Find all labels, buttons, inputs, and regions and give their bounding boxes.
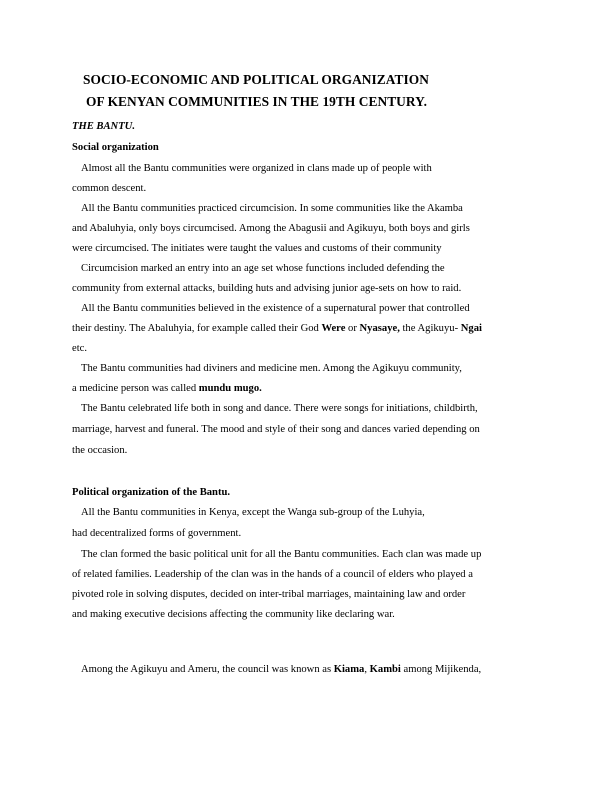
paragraph-line: had decentralized forms of government. xyxy=(72,528,242,539)
text-run: their destiny. The Abaluhyia, for example called their God xyxy=(72,323,322,334)
text-run: Among the Agikuyu and Ameru, the council was known as xyxy=(81,664,334,675)
text-run: among Mijikenda, xyxy=(400,664,482,675)
document-title-line-1: SOCIO-ECONOMIC AND POLITICAL ORGANIZATION xyxy=(83,72,429,87)
term-kiama: Kiama xyxy=(333,664,365,675)
text-run: , xyxy=(364,664,370,675)
god-name-were: Were xyxy=(321,323,346,334)
section-heading: THE BANTU. xyxy=(72,121,135,132)
text-run: or xyxy=(345,323,360,334)
paragraph-line: community from external attacks, building huts and advising junior age-sets on how to raid. xyxy=(72,283,462,294)
paragraph-line: and making executive decisions affecting the community like declaring war. xyxy=(72,609,395,620)
god-name-ngai: Ngai xyxy=(460,323,482,334)
social-organization-heading: Social organization xyxy=(72,142,159,153)
paragraph-line: The clan formed the basic political unit for all the Bantu communities. Each clan was made up xyxy=(81,549,482,560)
term-kambi: Kambi xyxy=(369,664,401,675)
paragraph-line: were circumcised. The initiates were taught the values and customs of their community xyxy=(72,243,442,254)
paragraph-line xyxy=(72,322,482,335)
paragraph-line xyxy=(81,663,481,676)
political-organization-heading: Political organization of the Bantu. xyxy=(72,487,231,498)
term-mundu-mugo: mundu mugo. xyxy=(198,383,262,394)
paragraph-line: and Abaluhyia, only boys circumcised. Among the Abagusii and Agikuyu, both boys and girls xyxy=(72,223,470,234)
god-name-nyasaye: Nyasaye, xyxy=(359,323,400,334)
paragraph-line: The Bantu communities had diviners and medicine men. Among the Agikuyu community, xyxy=(81,363,462,374)
text-run: a medicine person was called xyxy=(72,383,199,394)
paragraph-line xyxy=(72,382,262,395)
paragraph-line: All the Bantu communities in Kenya, except the Wanga sub-group of the Luhyia, xyxy=(81,507,425,518)
paragraph-line: pivoted role in solving disputes, decided on inter-tribal marriages, maintaining law and order xyxy=(72,589,466,600)
paragraph-line: The Bantu celebrated life both in song and dance. There were songs for initiations, childbirth, xyxy=(81,403,478,414)
paragraph-line: Circumcision marked an entry into an age set whose functions included defending the xyxy=(81,263,445,274)
paragraph-line: of related families. Leadership of the clan was in the hands of a council of elders who played a xyxy=(72,569,473,580)
paragraph-line: marriage, harvest and funeral. The mood and style of their song and dances varied depending on xyxy=(72,424,480,435)
document-title-line-2: OF KENYAN COMMUNITIES IN THE 19TH CENTURY. xyxy=(86,94,428,109)
paragraph-line: common descent. xyxy=(72,183,147,194)
paragraph-line: etc. xyxy=(72,343,87,354)
text-run: the Agikuyu- xyxy=(399,323,461,334)
paragraph-line: Almost all the Bantu communities were organized in clans made up of people with xyxy=(81,163,432,174)
paragraph-line: the occasion. xyxy=(72,445,128,456)
paragraph-line: All the Bantu communities practiced circumcision. In some communities like the Akamba xyxy=(81,203,463,214)
paragraph-line: All the Bantu communities believed in the existence of a supernatural power that controlled xyxy=(81,303,470,314)
